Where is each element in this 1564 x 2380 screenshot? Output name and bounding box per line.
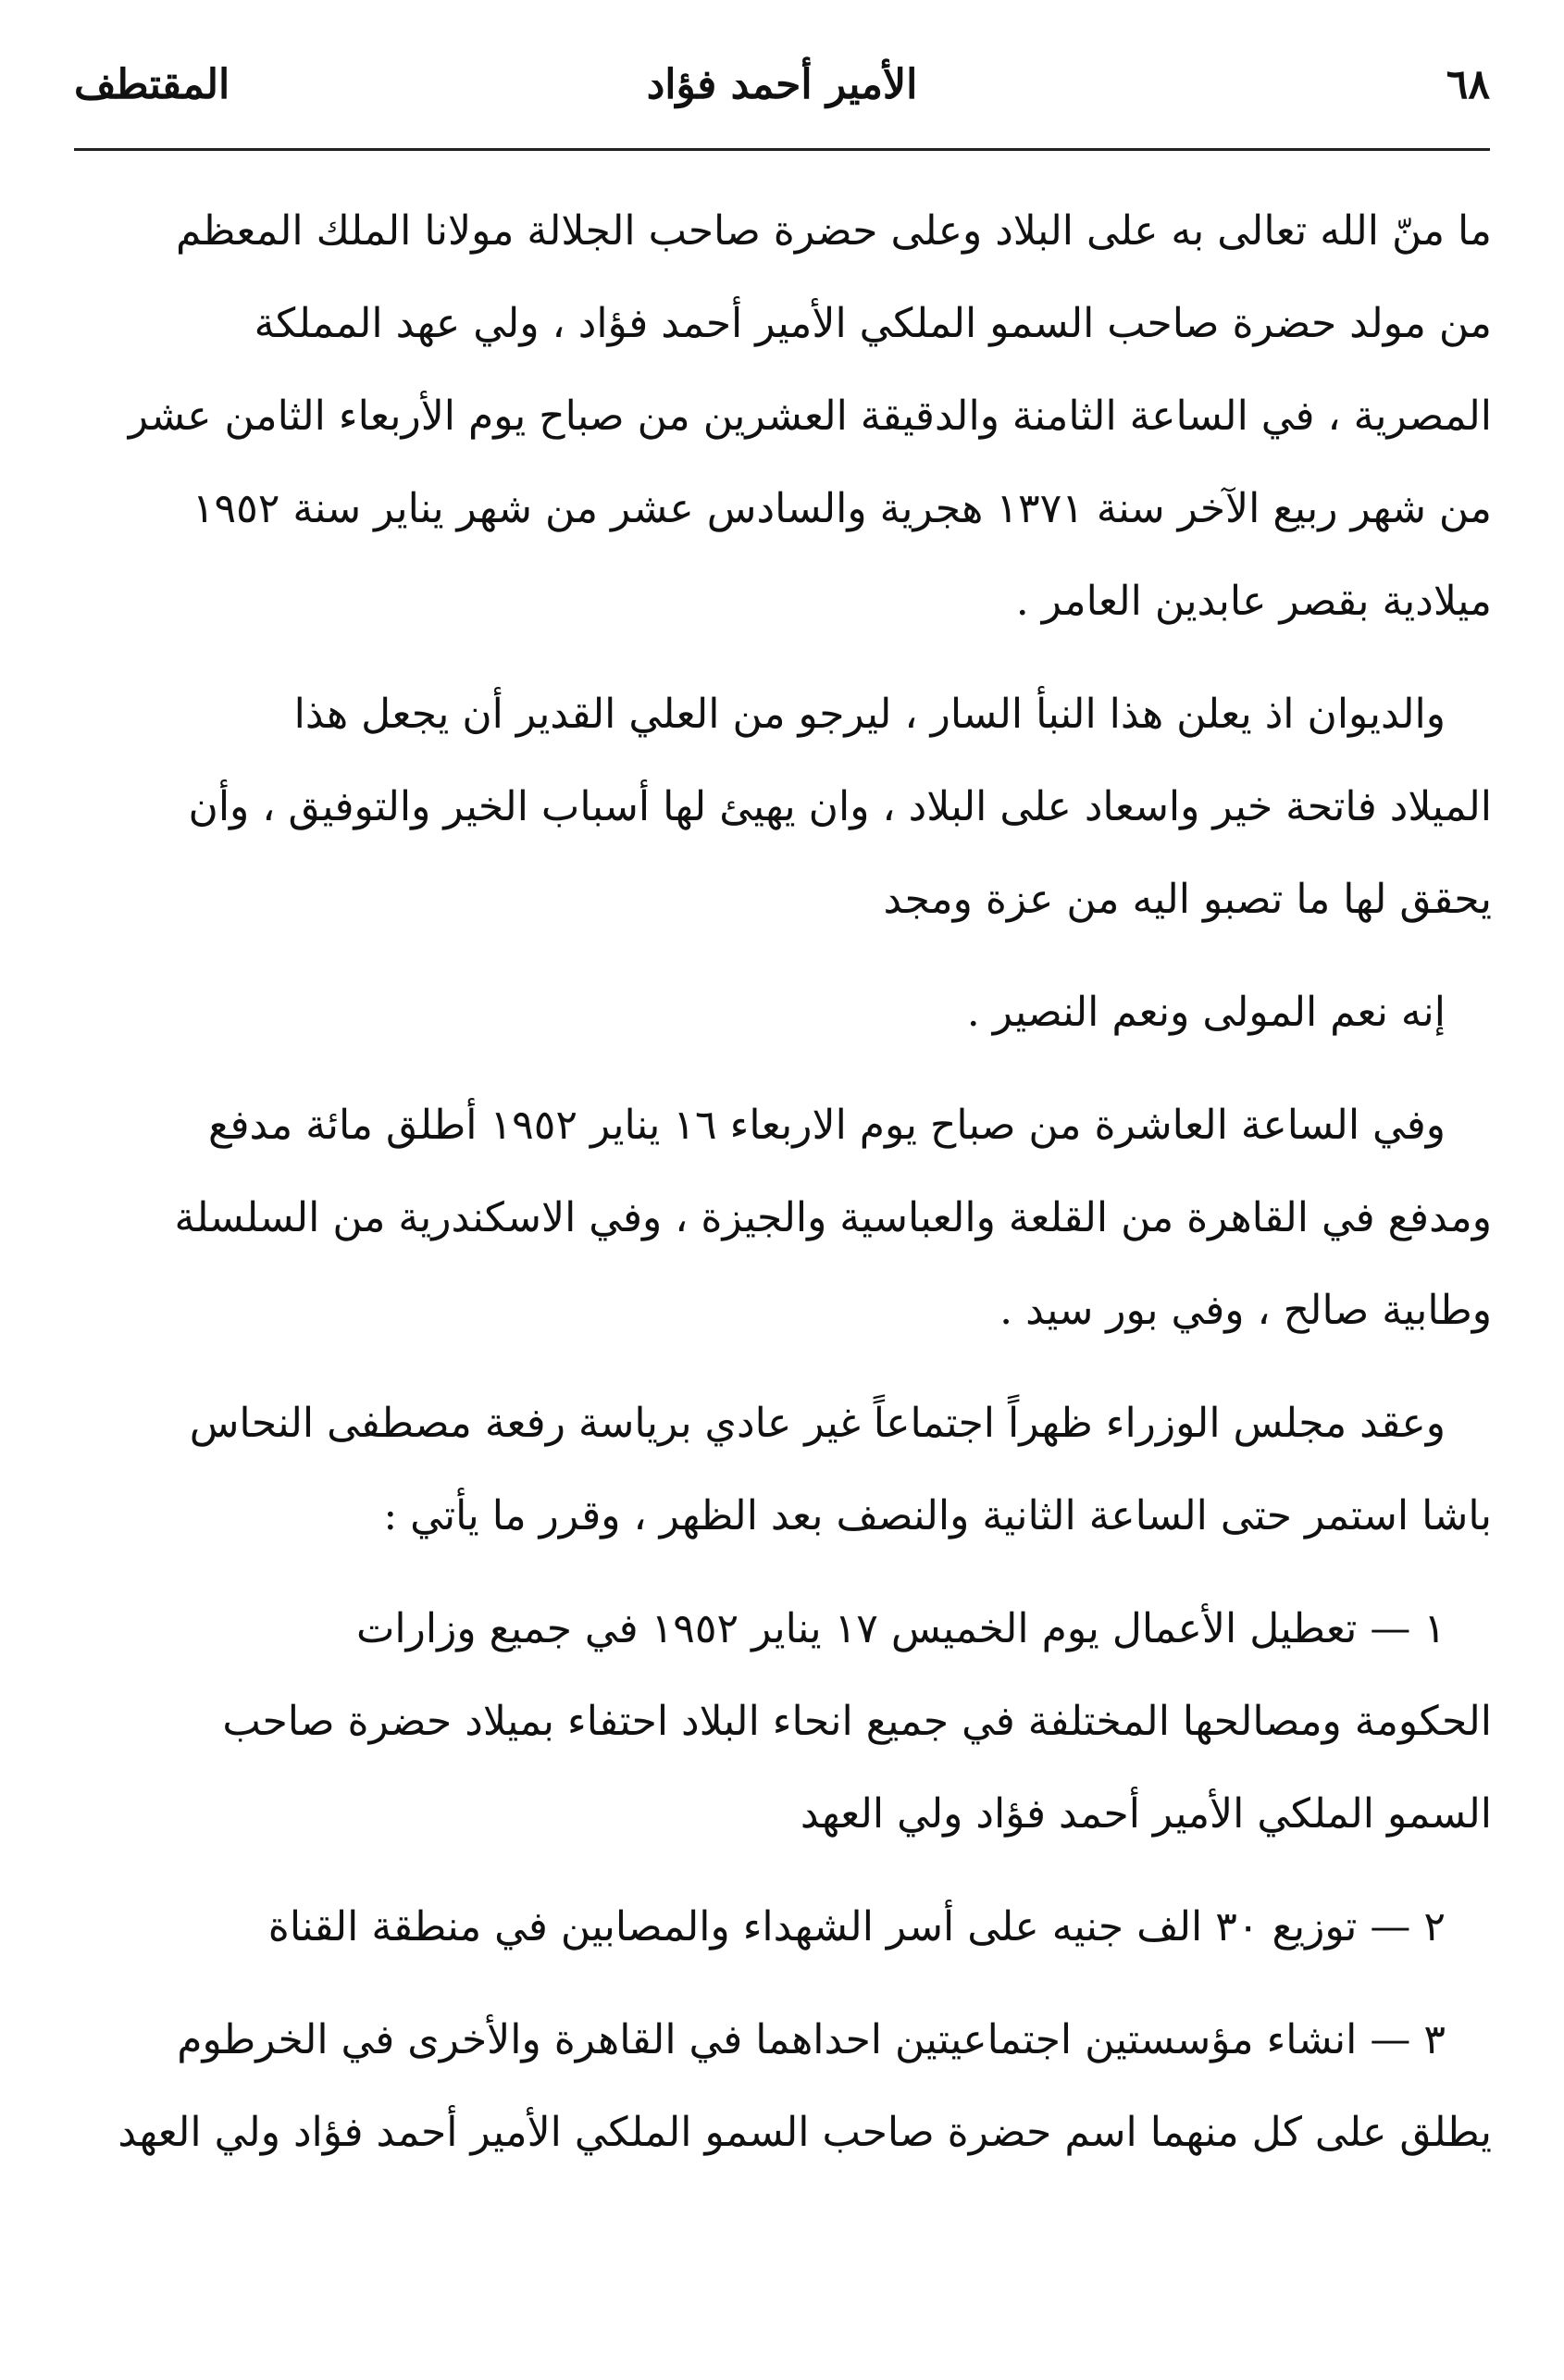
text-line: من مولد حضرة صاحب السمو الملكي الأمير أحمد فؤاد ، ولي عهد المملكة <box>254 300 1492 347</box>
text-line: ميلادية بقصر عابدين العامر . <box>1015 578 1492 625</box>
text-line: من شهر ربيع الآخر سنة ١٣٧١ هجرية والسادس عشر من شهر يناير سنة ١٩٥٢ <box>192 485 1492 532</box>
text-line: السمو الملكي الأمير أحمد فؤاد ولي العهد <box>800 1790 1492 1838</box>
numbered-item <box>69 1994 1492 2179</box>
journal-name: المقتطف <box>74 61 230 108</box>
text-line: إنه نعم المولى ونعم النصير . <box>966 989 1446 1036</box>
text-line: وفي الساعة العاشرة من صباح يوم الاربعاء ١٦ يناير ١٩٥٢ أطلق مائة مدفع <box>208 1102 1446 1149</box>
text-line: يطلق على كل منهما اسم حضرة صاحب السمو الملكي الأمير أحمد فؤاد ولي العهد <box>118 2109 1492 2156</box>
text-line: وعقد مجلس الوزراء ظهراً اجتماعاً غير عادي برياسة رفعة مصطفى النحاس <box>189 1400 1446 1447</box>
numbered-item <box>69 1881 1492 1974</box>
paragraph <box>69 1079 1492 1357</box>
text-line: ١ — تعطيل الأعمال يوم الخميس ١٧ يناير ١٩٥٢ في جميع وزارات <box>355 1605 1446 1652</box>
body-text <box>69 185 1492 2179</box>
text-line: ٢ — توزيع ٣٠ الف جنيه على أسر الشهداء والمصابين في منطقة القناة <box>267 1903 1446 1950</box>
header-divider <box>74 148 1490 151</box>
text-line: ما منّ الله تعالى به على البلاد وعلى حضرة صاحب الجلالة مولانا الملك المعظم <box>175 207 1492 255</box>
text-line: يحقق لها ما تصبو اليه من عزة ومجد <box>883 876 1492 923</box>
text-line: باشا استمر حتى الساعة الثانية والنصف بعد الظهر ، وقرر ما يأتي : <box>383 1492 1492 1539</box>
text-line: الميلاد فاتحة خير واسعاد على البلاد ، وان يهيئ لها أسباب الخير والتوفيق ، وأن <box>188 783 1492 830</box>
running-header <box>74 48 1490 131</box>
page-title: الأمير أحمد فؤاد <box>646 61 918 108</box>
text-line: المصرية ، في الساعة الثامنة والدقيقة العشرين من صباح يوم الأربعاء الثامن عشر <box>128 393 1492 440</box>
text-line: ٣ — انشاء مؤسستين اجتماعيتين احداهما في القاهرة والأخرى في الخرطوم <box>177 2016 1446 2063</box>
page-number: ٦٨ <box>1446 61 1490 108</box>
numbered-item <box>69 1583 1492 1861</box>
paragraph <box>69 668 1492 946</box>
text-line: الحكومة ومصالحها المختلفة في جميع انحاء البلاد احتفاء بميلاد حضرة صاحب <box>222 1698 1492 1745</box>
paragraph <box>69 185 1492 648</box>
paragraph <box>69 966 1492 1059</box>
paragraph <box>69 1377 1492 1563</box>
text-line: وطابية صالح ، وفي بور سيد . <box>999 1287 1492 1334</box>
text-line: والديوان اذ يعلن هذا النبأ السار ، ليرجو من العلي القدير أن يجعل هذا <box>293 691 1446 738</box>
text-line: ومدفع في القاهرة من القلعة والعباسية والجيزة ، وفي الاسكندرية من السلسلة <box>174 1194 1492 1241</box>
